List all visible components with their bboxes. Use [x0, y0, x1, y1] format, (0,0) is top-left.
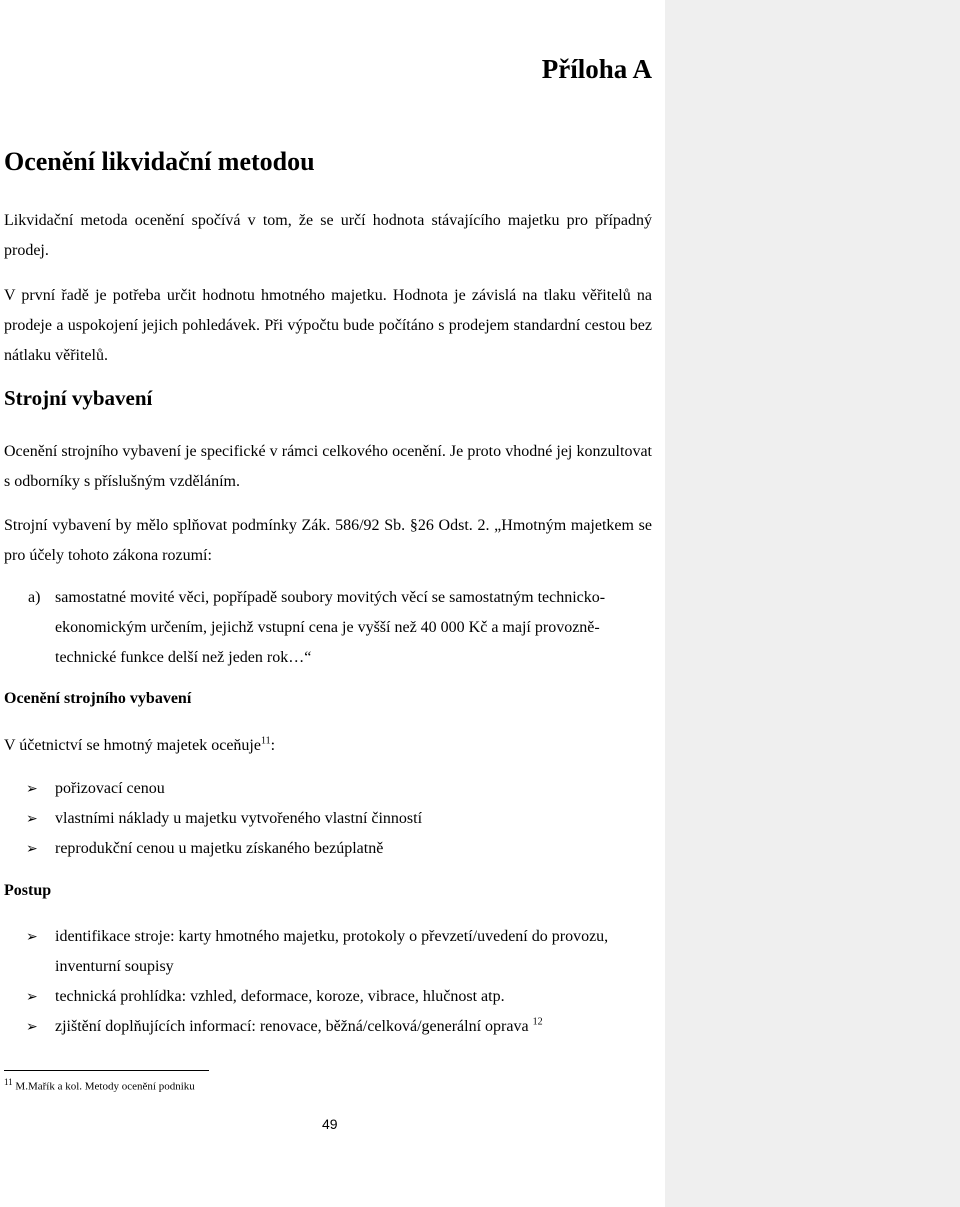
list-item-text: identifikace stroje: karty hmotného majetku, protokoly o převzetí/uvedení do provozu, inventurní soupisy: [55, 928, 609, 975]
page-number: 49: [322, 1116, 338, 1132]
footnote-number: 11: [4, 1077, 13, 1087]
footnote-reference: 12: [532, 1016, 543, 1028]
valuation-heading: Ocenění strojního vybavení: [4, 690, 192, 707]
definition-line: samostatné movité věci, popřípadě soubory movitých věcí se samostatným technicko-: [55, 589, 606, 606]
arrowhead-bullet-icon: ➢: [26, 781, 38, 797]
paragraph-tangible-assets: V první řadě je potřeba určit hodnotu hmotného majetku. Hodnota je závislá na tlaku věřitelů na prodeje a uspokojení jejich pohledávek. Při výpočtu bude počítáno s prodejem standardní cestou bez nátlaku věřitelů.: [4, 287, 652, 364]
footnote-separator: [4, 1070, 209, 1071]
definition-list: [28, 583, 652, 673]
list-item-text: technická prohlídka: vzhled, deformace, koroze, vibrace, hlučnost atp.: [55, 988, 505, 1005]
definition-line: technické funkce delší než jeden rok…“: [55, 649, 312, 666]
section-heading: Ocenění likvidační metodou: [4, 147, 315, 176]
valuation-methods-list: [26, 774, 652, 864]
valuation-intro: [4, 731, 652, 761]
paragraph-intro: Likvidační metoda ocenění spočívá v tom, že se určí hodnota stávajícího majetku pro případný prodej.: [4, 212, 652, 259]
footnote: [4, 1077, 195, 1093]
footnote-text: M.Mařík a kol. Metody ocenění podniku: [15, 1080, 195, 1093]
list-item: [26, 834, 652, 864]
arrowhead-bullet-icon: ➢: [26, 811, 38, 827]
procedure-list: [26, 922, 652, 1042]
paragraph-legal-conditions: Strojní vybavení by mělo splňovat podmínky Zák. 586/92 Sb. §26 Odst. 2. „Hmotným majetkem se pro účely tohoto zákona rozumí:: [4, 517, 652, 564]
appendix-title: Příloha A: [541, 54, 652, 84]
paragraph-machinery-specifics: Ocenění strojního vybavení je specifické v rámci celkového ocenění. Je proto vhodné jej konzultovat s odborníky s příslušným vzděláním.: [4, 443, 652, 490]
list-item: [26, 982, 652, 1012]
subsection-heading-machinery: Strojní vybavení: [4, 386, 153, 410]
document-page: [4, 0, 652, 1207]
list-item-text: vlastními náklady u majetku vytvořeného vlastní činností: [55, 810, 423, 827]
list-item-text: pořizovací cenou: [55, 780, 165, 797]
list-item: [26, 922, 652, 982]
arrowhead-bullet-icon: ➢: [26, 989, 38, 1005]
footnote-reference: 11: [260, 735, 271, 747]
list-item: [26, 804, 652, 834]
list-item: [26, 774, 652, 804]
valuation-intro-text: V účetnictví se hmotný majetek oceňuje: [4, 737, 261, 754]
valuation-intro-colon: :: [270, 737, 276, 754]
arrowhead-bullet-icon: ➢: [26, 841, 38, 857]
arrowhead-bullet-icon: ➢: [26, 1019, 38, 1035]
list-item-text: zjištění doplňujících informací: renovace, běžná/celková/generální oprava: [55, 1018, 529, 1035]
definition-line: ekonomickým určením, jejichž vstupní cena je vyšší než 40 000 Kč a mají provozně-: [55, 619, 600, 636]
procedure-heading: Postup: [4, 882, 52, 899]
definition-label: a): [28, 589, 41, 606]
comment-margin-band: [665, 0, 960, 1207]
list-item: [26, 1012, 652, 1042]
arrowhead-bullet-icon: ➢: [26, 929, 38, 945]
list-item-text: reprodukční cenou u majetku získaného bezúplatně: [55, 840, 384, 857]
